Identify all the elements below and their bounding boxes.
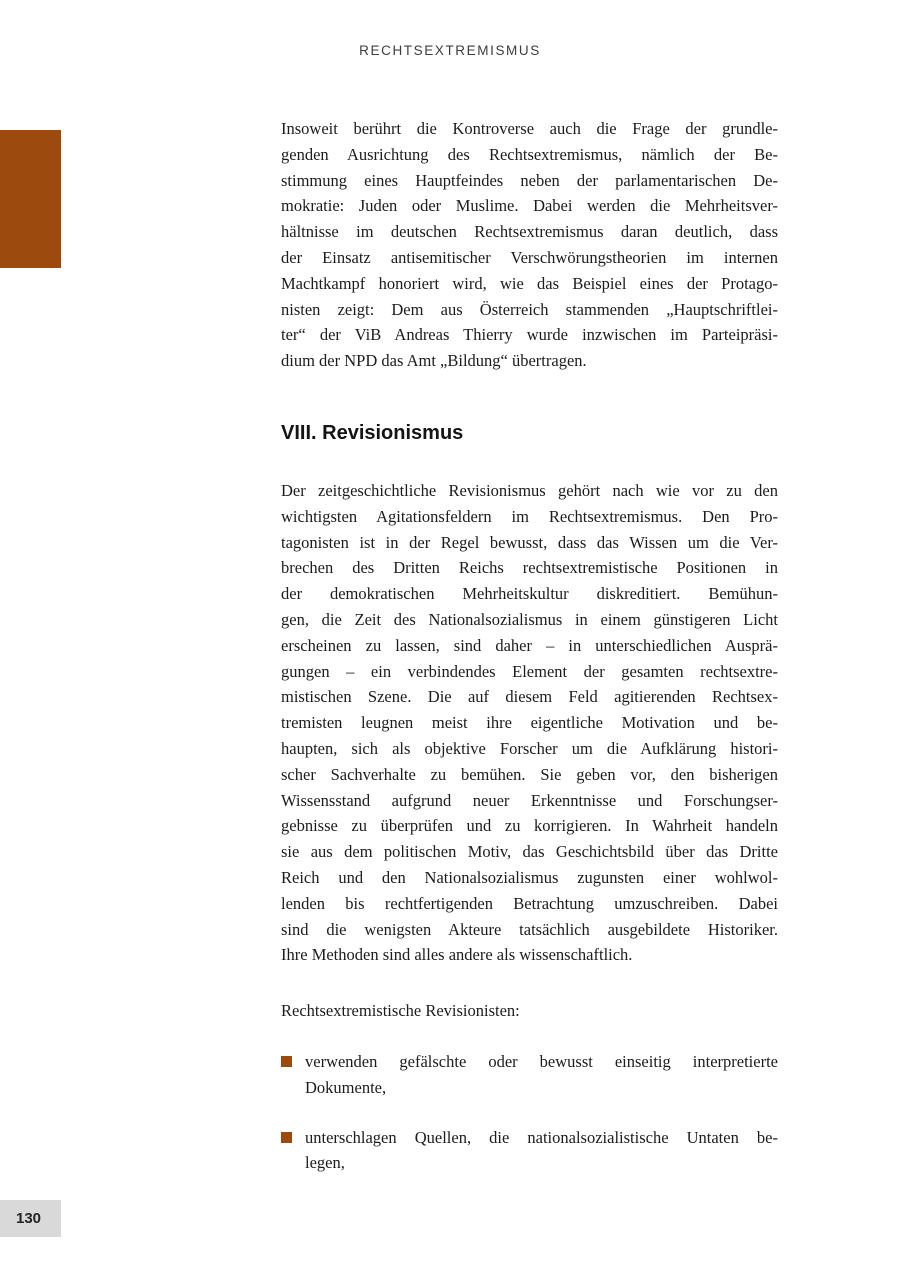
text-line: Machtkampf honoriert wird, wie das Beispiel eines der Protago-: [281, 273, 778, 293]
text-line: scher Sachverhalte zu bemühen. Sie geben vor, den bisherigen: [281, 764, 778, 784]
section-heading: VIII. Revisionismus: [281, 421, 464, 444]
text-line: haupten, sich als objektive Forscher um die Aufklärung histori-: [281, 738, 778, 758]
text-line: Dokumente,: [305, 1077, 387, 1097]
text-line: legen,: [305, 1153, 345, 1173]
text-line: verwenden gefälschte oder bewusst einseitig interpretierte: [305, 1051, 778, 1071]
bullet-item: [281, 1125, 778, 1177]
page-number-tab: [0, 1200, 61, 1237]
text-line: ter“ der ViB Andreas Thierry wurde inzwischen im Parteipräsi-: [281, 325, 778, 345]
text-line: hältnisse im deutschen Rechtsextremismus daran deutlich, dass: [281, 222, 778, 242]
bullet-text: [305, 1125, 778, 1177]
text-line: wichtigsten Agitationsfeldern im Rechtsextremismus. Den Pro-: [281, 506, 778, 526]
text-line: lenden bis rechtfertigenden Betrachtung umzuschreiben. Dabei: [281, 893, 778, 913]
bullet-item: [281, 1049, 778, 1101]
text-line: gungen – ein verbindendes Element der gesamten rechtsextre-: [281, 661, 778, 681]
chapter-marker-bar: [0, 130, 61, 268]
paragraph-revisionismus: [281, 478, 778, 968]
text-line: dium der NPD das Amt „Bildung“ übertragen.: [281, 351, 587, 371]
text-line: tagonisten ist in der Regel bewusst, dass das Wissen um die Ver-: [281, 532, 778, 552]
text-line: brechen des Dritten Reichs rechtsextremistische Positionen in: [281, 558, 778, 578]
bullet-list: [281, 1049, 778, 1176]
text-line: Ihre Methoden sind alles andere als wissenschaftlich.: [281, 945, 633, 965]
text-line: sie aus dem politischen Motiv, das Geschichtsbild über das Dritte: [281, 842, 778, 862]
paragraph-intro: [281, 116, 778, 374]
bullet-square-icon: [281, 1132, 292, 1143]
text-line: stimmung eines Hauptfeindes neben der parlamentarischen De-: [281, 170, 778, 190]
text-line: gebnisse zu überprüfen und zu korrigieren. In Wahrheit handeln: [281, 816, 778, 836]
text-line: tremisten leugnen meist ihre eigentliche Motivation und be-: [281, 713, 778, 733]
text-line: der demokratischen Mehrheitskultur diskreditiert. Bemühun-: [281, 584, 778, 604]
page-number: 130: [16, 1210, 42, 1227]
text-line: erscheinen zu lassen, sind daher – in unterschiedlichen Ausprä-: [281, 635, 778, 655]
text-line: nisten zeigt: Dem aus Österreich stammenden „Hauptschriftlei-: [281, 299, 778, 319]
text-line: mistischen Szene. Die auf diesem Feld agitierenden Rechtsex-: [281, 687, 778, 707]
list-lead-in: Rechtsextremistische Revisionisten:: [281, 1001, 520, 1021]
bullet-square-icon: [281, 1056, 292, 1067]
text-line: Reich und den Nationalsozialismus zugunsten einer wohlwol-: [281, 867, 778, 887]
text-line: genden Ausrichtung des Rechtsextremismus, nämlich der Be-: [281, 144, 778, 164]
text-line: Der zeitgeschichtliche Revisionismus gehört nach wie vor zu den: [281, 480, 778, 500]
text-line: unterschlagen Quellen, die nationalsozialistische Untaten be-: [305, 1127, 778, 1147]
text-line: Insoweit berührt die Kontroverse auch die Frage der grundle-: [281, 119, 778, 138]
text-line: sind die wenigsten Akteure tatsächlich ausgebildete Historiker.: [281, 919, 778, 939]
text-line: der Einsatz antisemitischer Verschwörungstheorien im internen: [281, 247, 778, 267]
text-line: gen, die Zeit des Nationalsozialismus in einem günstigeren Licht: [281, 609, 778, 629]
text-line: Wissensstand aufgrund neuer Erkenntnisse und Forschungser-: [281, 790, 778, 810]
bullet-text: [305, 1049, 778, 1101]
text-line: mokratie: Juden oder Muslime. Dabei werden die Mehrheitsver-: [281, 196, 778, 216]
running-header: RECHTSEXTREMISMUS: [359, 43, 541, 58]
text-column: [281, 116, 778, 1176]
